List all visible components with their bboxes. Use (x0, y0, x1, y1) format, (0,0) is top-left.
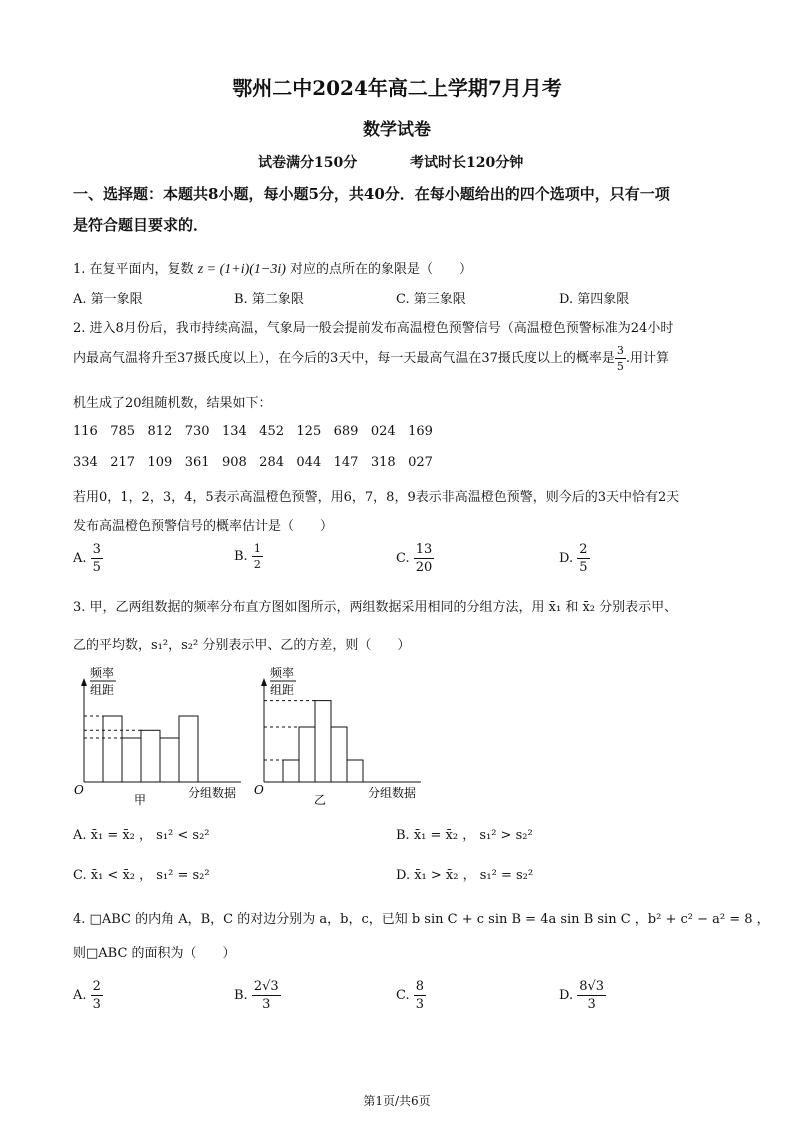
q3-option-c: C. x̄₁ < x̄₂ ， s₁² = s₂² (73, 868, 210, 883)
q4-line1: 4. □ABC 的内角 A，B，C 的对边分别为 a，b，c，已知 b sin C + c sin B = 4a sin B sin C ，b² + c² − a² = 8 ， (73, 912, 770, 927)
hist-b-bar-2 (299, 727, 315, 782)
section-heading-line1: 一、选择题：本题共8小题，每小题5分，共40分．在每小题给出的四个选项中，只有一项 (73, 185, 670, 203)
q4-option-d: D. $\frac{8√3}{3}$ (559, 979, 605, 1012)
q1-formula: z = (1+i)(1−3i) (197, 262, 286, 277)
q4-option-c: C. $\frac{8}{3}$ (396, 979, 425, 1012)
random-number: 812 (147, 424, 173, 439)
q3-option-b: B. x̄₁ = x̄₂ ， s₁² > s₂² (396, 828, 533, 843)
q1-suffix: 对应的点所在的象限是（ ） (290, 262, 473, 277)
time-info: 考试时长120分钟 (410, 155, 524, 171)
random-number: 452 (259, 424, 284, 439)
random-number: 024 (370, 424, 396, 439)
q4-option-b: B. $\frac{2√3}{3}$ (234, 979, 279, 1012)
random-number: 334 (73, 455, 98, 470)
q1-option-c: C. 第三象限 (396, 292, 466, 307)
hist-a-xlabel: 分组数据 (188, 786, 237, 800)
q2-line4: 若用0，1，2，3，4，5表示高温橙色预警，用6，7，8，9表示非高温橙色预警，则今后的3天中恰有2天 (73, 490, 680, 505)
q2-line1: 2. 进入8月份后，我市持续高温，气象局一般会提前发布高温橙色预警信号（高温橙色预警标准为24小时 (73, 321, 674, 336)
q2-line2-suffix: .用计算 (625, 351, 669, 366)
section-heading-line2: 是符合题目要求的． (73, 216, 209, 234)
hist-b-name: 乙 (314, 793, 327, 807)
hist-a-bar-1 (103, 716, 122, 782)
q2-option-a: A. $\frac{3}{5}$ (73, 542, 101, 575)
hist-b-xlabel: 分组数据 (368, 786, 417, 800)
random-number: 318 (370, 455, 396, 470)
q3-line2: 乙的平均数，s₁²，s₂² 分别表示甲、乙的方差，则（ ） (73, 638, 411, 653)
hist-a-bar-4 (160, 738, 179, 782)
histogram-yi (246, 662, 436, 812)
question-1 (73, 258, 472, 278)
hist-b-ylabel-top: 频率 (270, 666, 295, 680)
hist-a-bar-2 (122, 738, 141, 782)
random-number: 689 (333, 424, 359, 439)
q3-line1: 3. 甲，乙两组数据的频率分布直方图如图所示，两组数据采用相同的分组方法，用 x̄₁ 和 x̄₂ 分别表示甲、 (73, 600, 678, 615)
hist-a-origin: O (74, 783, 84, 797)
hist-a-ylabel-bottom: 组距 (90, 683, 115, 697)
score-info: 试卷满分150分 (258, 155, 358, 171)
random-number: 116 (73, 424, 98, 439)
q3-option-a: A. x̄₁ = x̄₂ ， s₁² < s₂² (73, 828, 210, 843)
q2-option-d: D. $\frac{2}{5}$ (559, 542, 588, 575)
q2-line5: 发布高温橙色预警信号的概率估计是（ ） (73, 519, 334, 534)
random-number: 361 (184, 455, 210, 470)
random-numbers-row-2 (73, 455, 433, 470)
random-number: 147 (333, 455, 359, 470)
exam-subtitle: 数学试卷 (363, 120, 431, 140)
random-number: 785 (110, 424, 136, 439)
random-number: 027 (408, 455, 433, 470)
q3-option-d: D. x̄₁ > x̄₂ ， s₁² = s₂² (396, 868, 534, 883)
q1-option-b: B. 第二象限 (234, 292, 304, 307)
hist-a-bar-5 (179, 716, 198, 782)
random-number: 217 (110, 455, 136, 470)
random-number: 908 (221, 455, 247, 470)
random-number: 125 (296, 424, 322, 439)
hist-a-ylabel-top: 频率 (90, 666, 115, 680)
hist-a-bar-3 (141, 730, 160, 782)
exam-title: 鄂州二中2024年高二上学期7月月考 (232, 76, 562, 100)
page-number: 第1页/共6页 (363, 1094, 431, 1108)
q2-option-b: B. $\frac{1}{2}$ (234, 542, 261, 571)
random-number: 044 (296, 455, 322, 470)
q4-line2: 则□ABC 的面积为（ ） (73, 946, 236, 961)
hist-b-bar-3 (315, 701, 331, 782)
hist-b-bar-5 (347, 760, 363, 782)
hist-b-bar-4 (331, 727, 347, 782)
hist-b-ylabel-bottom: 组距 (270, 683, 295, 697)
random-number: 284 (259, 455, 284, 470)
random-number: 134 (221, 424, 247, 439)
random-number: 169 (408, 424, 433, 439)
random-numbers-row-1 (73, 424, 433, 439)
q2-probability-fraction: $\frac{3}{5}$ (616, 344, 624, 373)
q4-option-a: A. $\frac{2}{3}$ (73, 979, 101, 1012)
q2-line2 (73, 345, 669, 372)
q1-prefix: 1. 在复平面内，复数 (73, 262, 194, 277)
random-number: 730 (184, 424, 210, 439)
random-number: 109 (147, 455, 173, 470)
histogram-jia (66, 662, 256, 812)
hist-a-name: 甲 (134, 793, 147, 807)
hist-b-origin: O (254, 783, 264, 797)
q2-line2-prefix: 内最高气温将升至37摄氏度以上），在今后的3天中，每一天最高气温在37摄氏度以上的概率是 (73, 351, 615, 366)
q1-option-d: D. 第四象限 (559, 292, 630, 307)
q1-option-a: A. 第一象限 (73, 292, 143, 307)
hist-b-bar-1 (283, 760, 299, 782)
q2-option-c: C. $\frac{13}{20}$ (396, 542, 433, 575)
q2-line3: 机生成了20组随机数，结果如下： (73, 396, 272, 411)
